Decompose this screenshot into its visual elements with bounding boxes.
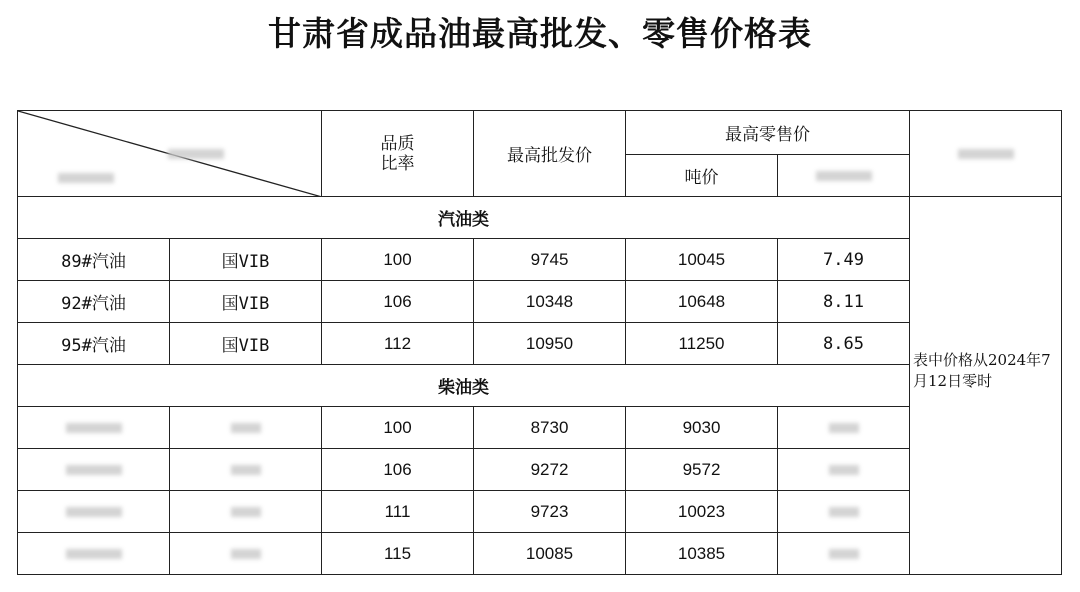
obscured-header-text	[168, 149, 224, 159]
fuel-name-obscured	[18, 407, 170, 449]
quality-ratio: 111	[322, 491, 474, 533]
quality-ratio: 100	[322, 239, 474, 281]
obscured-text	[829, 507, 859, 517]
obscured-text	[231, 465, 261, 475]
ton-price: 9572	[626, 449, 778, 491]
ton-price: 9030	[626, 407, 778, 449]
diagonal-header-cell	[18, 111, 322, 197]
table-row	[18, 533, 1062, 575]
fuel-standard: 国VIB	[170, 239, 322, 281]
obscured-text	[231, 507, 261, 517]
max-wholesale-header: 最高批发价	[474, 111, 626, 197]
fuel-name: 89#汽油	[18, 239, 170, 281]
ton-price: 10045	[626, 239, 778, 281]
liter-price: 8.65	[778, 323, 910, 365]
fuel-standard-obscured	[170, 491, 322, 533]
quality-ratio: 115	[322, 533, 474, 575]
table-row	[18, 239, 1062, 281]
per-liter-header	[778, 155, 910, 197]
wholesale-price: 9723	[474, 491, 626, 533]
liter-price-obscured	[778, 449, 910, 491]
diesel-section-row	[18, 365, 1062, 407]
table-row	[18, 407, 1062, 449]
quality-ratio: 112	[322, 323, 474, 365]
obscured-header-text	[958, 149, 1014, 159]
fuel-standard: 国VIB	[170, 323, 322, 365]
liter-price-obscured	[778, 407, 910, 449]
table-row	[18, 323, 1062, 365]
ton-price: 10385	[626, 533, 778, 575]
table-row	[18, 281, 1062, 323]
price-table	[17, 110, 1062, 575]
per-ton-header: 吨价	[626, 155, 778, 197]
liter-price-obscured	[778, 533, 910, 575]
liter-price: 7.49	[778, 239, 910, 281]
fuel-standard: 国VIB	[170, 281, 322, 323]
table-row	[18, 449, 1062, 491]
fuel-standard-obscured	[170, 449, 322, 491]
remark-cell	[910, 197, 1062, 575]
obscured-text	[66, 423, 122, 433]
quality-ratio-header	[322, 111, 474, 197]
obscured-text	[829, 465, 859, 475]
wholesale-price: 10085	[474, 533, 626, 575]
wholesale-price: 8730	[474, 407, 626, 449]
obscured-text	[231, 423, 261, 433]
page-title: 甘肃省成品油最高批发、零售价格表	[268, 14, 812, 53]
ton-price: 10648	[626, 281, 778, 323]
fuel-standard-obscured	[170, 533, 322, 575]
obscured-text	[231, 549, 261, 559]
ton-price: 11250	[626, 323, 778, 365]
obscured-text	[829, 549, 859, 559]
fuel-name-obscured	[18, 533, 170, 575]
fuel-standard-obscured	[170, 407, 322, 449]
quality-ratio: 106	[322, 449, 474, 491]
liter-price: 8.11	[778, 281, 910, 323]
remark-text: 表中价格从2024年7月12日零时	[913, 350, 1051, 390]
fuel-name: 92#汽油	[18, 281, 170, 323]
quality-ratio: 106	[322, 281, 474, 323]
liter-price-obscured	[778, 491, 910, 533]
quality-ratio-label: 品质 比率	[380, 133, 415, 173]
wholesale-price: 9272	[474, 449, 626, 491]
wholesale-price: 9745	[474, 239, 626, 281]
obscured-header-text	[58, 173, 114, 183]
gasoline-section-row	[18, 197, 1062, 239]
obscured-header-text	[816, 171, 872, 181]
ton-price: 10023	[626, 491, 778, 533]
obscured-text	[829, 423, 859, 433]
fuel-name: 95#汽油	[18, 323, 170, 365]
diesel-section-label: 柴油类	[18, 365, 910, 407]
quality-ratio: 100	[322, 407, 474, 449]
obscured-text	[66, 549, 122, 559]
wholesale-price: 10348	[474, 281, 626, 323]
obscured-text	[66, 465, 122, 475]
wholesale-price: 10950	[474, 323, 626, 365]
remark-header-cell	[910, 111, 1062, 197]
header-row-1	[18, 111, 1062, 155]
gasoline-section-label: 汽油类	[18, 197, 910, 239]
fuel-name-obscured	[18, 491, 170, 533]
table-row	[18, 491, 1062, 533]
obscured-text	[66, 507, 122, 517]
max-retail-header: 最高零售价	[626, 111, 910, 155]
fuel-name-obscured	[18, 449, 170, 491]
